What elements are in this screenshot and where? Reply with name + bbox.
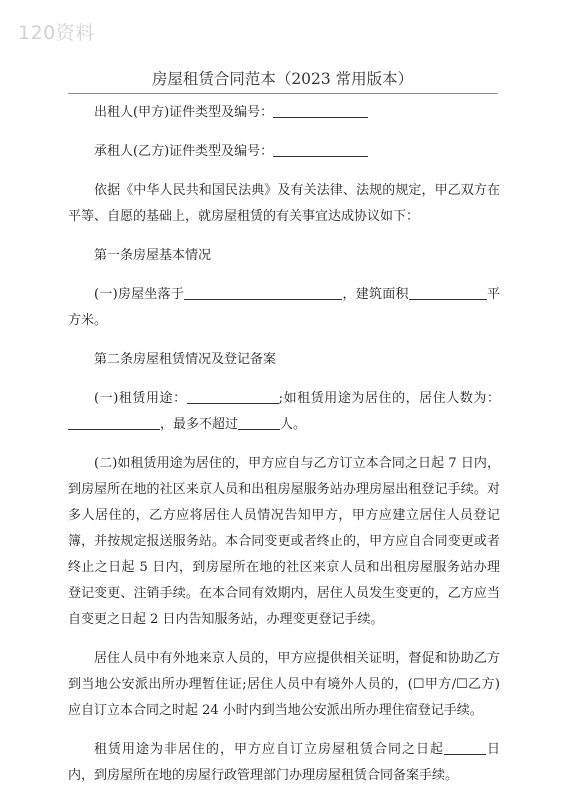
article1-heading: 第一条房屋基本情况 (94, 248, 212, 263)
article2-heading: 第二条房屋租赁情况及登记备案 (94, 352, 277, 367)
non-residential-days-blank (444, 740, 486, 755)
lessor-id-label: 出租人(甲方)证件类型及编号： (94, 105, 274, 120)
non-residential-label: 租赁用途为非居住的，甲方应自订立房屋租赁合同之日起 (94, 742, 444, 757)
document-title: 房屋租赁合同范本（2023 常用版本） (151, 70, 414, 88)
article2-use-paragraph (68, 386, 500, 438)
max-residents-blank (238, 415, 280, 430)
lessee-id-line (68, 139, 500, 165)
non-residential-paragraph (68, 737, 500, 789)
location-label: (一)房屋坐落于 (94, 287, 185, 302)
article1-location-paragraph (68, 282, 500, 334)
residents-unit: 人。 (280, 417, 307, 432)
lessor-id-line (68, 100, 500, 126)
document-body (68, 100, 500, 802)
use-label: (一)租赁用途： (94, 391, 187, 406)
lessee-id-blank (273, 142, 368, 157)
residents-paragraph: 居住人员中有外地来京人员的，甲方应提供相关证明，督促和协助乙方到当地公安派出所办理暂住证;居住人员中有境外人员的，(☐甲方/☐乙方)应自订立本合同之时起 24 小时内到当地公安派出所办理住宿登记手续。 (68, 651, 500, 718)
preamble-paragraph: 依据《中华人民共和国民法典》及有关法律、法规的规定，甲乙双方在平等、自愿的基础上，就房屋租赁的有关事宜达成协议如下： (68, 183, 500, 224)
location-blank (184, 285, 342, 300)
article2-item2-paragraph: (二)如租赁用途为居住的，甲方应自与乙方订立本合同之日起 7 日内，到房屋所在地的社区来京人员和出租房屋服务站办理房屋出租登记手续。对多人居住的，乙方应将居住人员情况告知甲方，甲方应建立居住人员登记簿，并按规定报送服务站。本合同变更或者终止的，甲方应自合同变更或者终止之日起 5 日内，到房屋所在地的社区来京人员和出租房屋服务站办理登记变更、注销手续。在本合同有效期内，居住人员发生变更的，乙方应当自变更之日起 2 日内告知服务站，办理变更登记手续。 (68, 456, 500, 627)
use-blank (187, 389, 279, 404)
area-blank (409, 285, 487, 300)
residents-count-label: ;如租赁用途为居住的，居住人数为： (278, 391, 500, 406)
lessor-id-blank (273, 103, 368, 118)
title-underline (68, 93, 498, 94)
area-unit: 平方米。 (68, 287, 500, 328)
non-residential-tail: 日内，到房屋所在地的房屋行政管理部门办理房屋租赁合同备案手续。 (68, 742, 500, 783)
area-label: ，建筑面积 (342, 287, 409, 302)
watermark: 120资料 (18, 22, 95, 44)
lessee-id-label: 承租人(乙方)证件类型及编号： (94, 144, 274, 159)
residents-count-blank (68, 415, 160, 430)
max-residents-label: ，最多不超过 (160, 417, 239, 432)
